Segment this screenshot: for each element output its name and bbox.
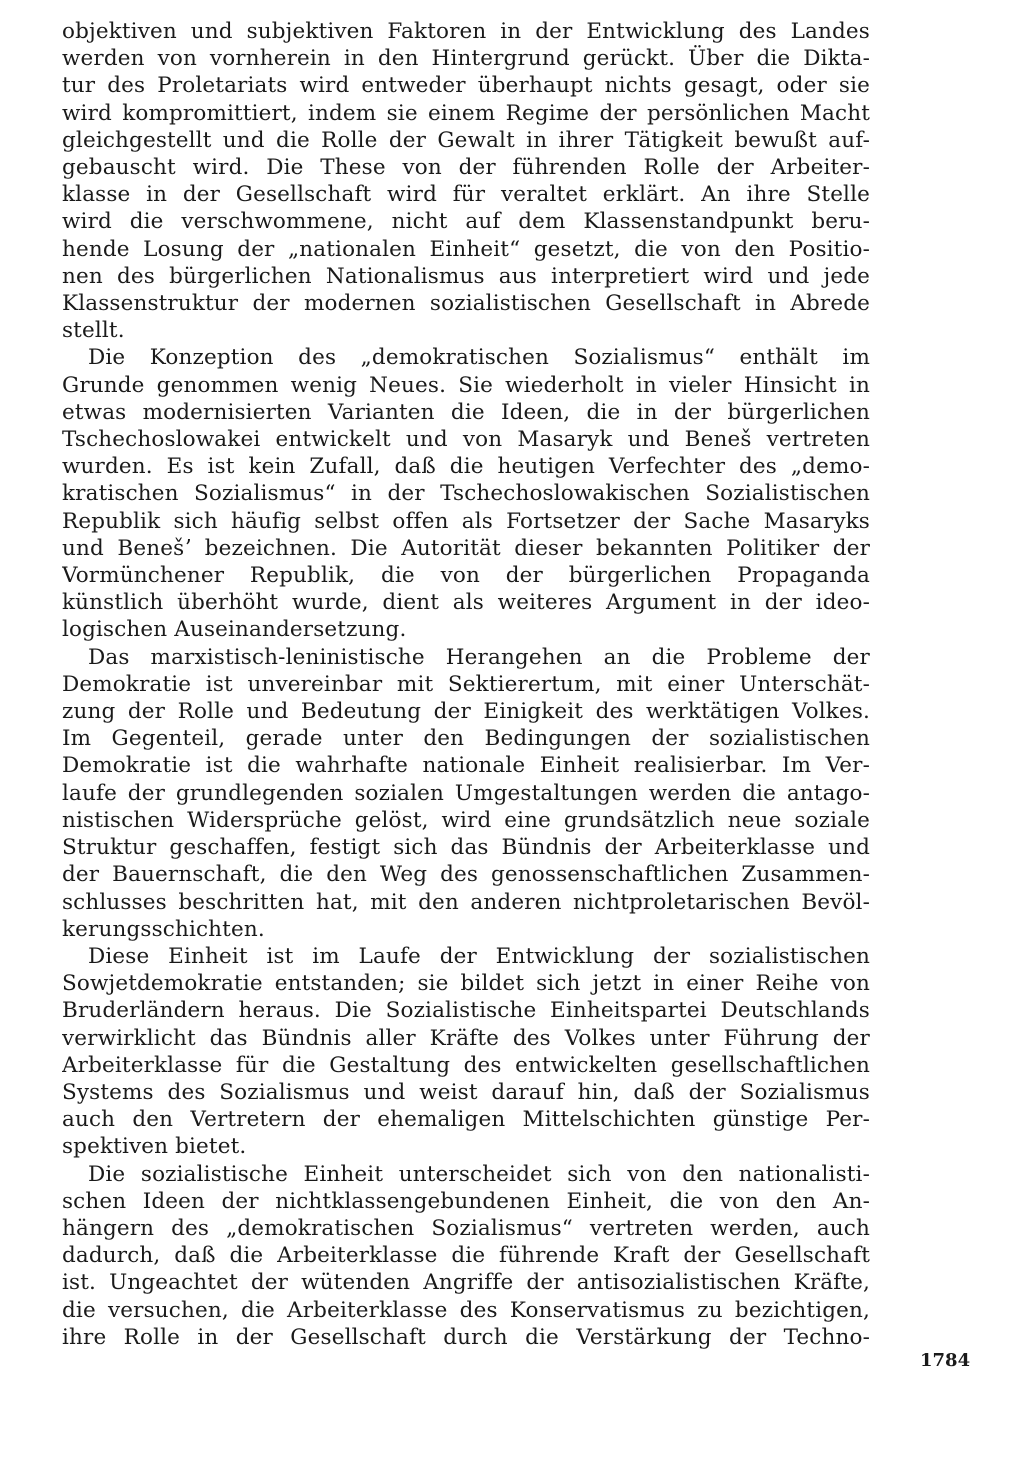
text-line: logischen Auseinandersetzung.: [62, 617, 407, 643]
text-line: wird kompromittiert, indem sie einem Regime der persönlichen Macht: [62, 100, 870, 126]
text-line: der Bauernschaft, die den Weg des genossenschaftlichen Zusammen-: [62, 862, 870, 888]
text-line: werden von vornherein in den Hintergrund gerückt. Über die Dikta-: [62, 46, 870, 72]
paragraph: [62, 344, 870, 643]
text-line: etwas modernisierten Varianten die Ideen, die in der bürgerlichen: [62, 399, 870, 425]
text-line: verwirklicht das Bündnis aller Kräfte des Volkes unter Führung der: [62, 1025, 870, 1051]
text-line: wird die verschwommene, nicht auf dem Klassenstandpunkt beru-: [62, 209, 870, 235]
text-line: Tschechoslowakei entwickelt und von Masaryk und Beneš vertreten: [62, 427, 870, 453]
text-line: Sowjetdemokratie entstanden; sie bildet sich jetzt in einer Reihe von: [62, 971, 870, 997]
text-line: ist. Ungeachtet der wütenden Angriffe der antisozialistischen Kräfte,: [62, 1270, 870, 1296]
paragraph: [62, 943, 870, 1161]
text-line: auch den Vertretern der ehemaligen Mittelschichten günstige Per-: [62, 1107, 870, 1133]
text-line: zung der Rolle und Bedeutung der Einigkeit des werktätigen Volkes.: [62, 699, 870, 725]
text-line: Demokratie ist die wahrhafte nationale Einheit realisierbar. Im Ver-: [62, 753, 870, 779]
text-line: spektiven bietet.: [62, 1134, 247, 1160]
text-line: Die sozialistische Einheit unterscheidet sich von den nationalisti-: [88, 1161, 870, 1187]
text-line: Demokratie ist unvereinbar mit Sektierertum, mit einer Unterschät-: [62, 671, 870, 697]
page-number: 1784: [920, 1350, 971, 1371]
text-line: Arbeiterklasse für die Gestaltung des entwickelten gesellschaftlichen: [62, 1052, 870, 1078]
text-line: tur des Proletariats wird entweder überhaupt nichts gesagt, oder sie: [62, 73, 870, 99]
paragraph: [62, 644, 870, 943]
text-line: Vormünchener Republik, die von der bürgerlichen Propaganda: [62, 563, 870, 589]
text-line: laufe der grundlegenden sozialen Umgestaltungen werden die antago-: [62, 780, 870, 806]
text-line: Klassenstruktur der modernen sozialistischen Gesellschaft in Abrede: [62, 291, 870, 317]
text-line: kratischen Sozialismus“ in der Tschechoslowakischen Sozialistischen: [62, 481, 870, 507]
text-line: hängern des „demokratischen Sozialismus“ vertreten werden, auch: [62, 1215, 870, 1241]
text-line: ihre Rolle in der Gesellschaft durch die Verstärkung der Techno-: [62, 1324, 870, 1350]
text-line: hende Losung der „nationalen Einheit“ gesetzt, die von den Positio-: [62, 236, 870, 262]
text-line: schlusses beschritten hat, mit den anderen nichtproletarischen Bevöl-: [62, 889, 870, 915]
text-line: Systems des Sozialismus und weist darauf hin, daß der Sozialismus: [62, 1079, 870, 1105]
text-line: Bruderländern heraus. Die Sozialistische Einheitspartei Deutschlands: [62, 998, 870, 1024]
text-line: Im Gegenteil, gerade unter den Bedingungen der sozialistischen: [62, 726, 870, 752]
text-line: wurden. Es ist kein Zufall, daß die heutigen Verfechter des „demo-: [62, 454, 870, 480]
text-line: kerungsschichten.: [62, 916, 265, 942]
paragraph: [62, 1161, 870, 1351]
text-line: nen des bürgerlichen Nationalismus aus interpretiert wird und jede: [62, 263, 870, 289]
text-line: dadurch, daß die Arbeiterklasse die führende Kraft der Gesellschaft: [62, 1243, 870, 1269]
text-line: künstlich überhöht wurde, dient als weiteres Argument in der ideo-: [62, 590, 870, 616]
text-line: nistischen Widersprüche gelöst, wird eine grundsätzlich neue soziale: [62, 807, 870, 833]
paragraph: [62, 18, 870, 344]
text-line: Republik sich häufig selbst offen als Fortsetzer der Sache Masaryks: [62, 508, 870, 534]
text-line: gebauscht wird. Die These von der führenden Rolle der Arbeiter-: [62, 155, 870, 181]
text-line: und Benešʼ bezeichnen. Die Autorität dieser bekannten Politiker der: [62, 535, 870, 561]
text-line: Grunde genommen wenig Neues. Sie wiederholt in vieler Hinsicht in: [62, 372, 870, 398]
text-line: stellt.: [62, 318, 125, 344]
document-page: [62, 18, 870, 1458]
text-line: objektiven und subjektiven Faktoren in der Entwicklung des Landes: [62, 19, 870, 44]
text-line: klasse in der Gesellschaft wird für veraltet erklärt. An ihre Stelle: [62, 182, 870, 208]
text-line: die versuchen, die Arbeiterklasse des Konservatismus zu bezichtigen,: [62, 1297, 870, 1323]
text-line: Struktur geschaffen, festigt sich das Bündnis der Arbeiterklasse und: [62, 835, 870, 861]
text-line: gleichgestellt und die Rolle der Gewalt in ihrer Tätigkeit bewußt auf-: [62, 127, 870, 153]
text-line: Das marxistisch-leninistische Herangehen an die Probleme der: [88, 644, 870, 670]
text-line: Diese Einheit ist im Laufe der Entwicklung der sozialistischen: [88, 943, 870, 969]
text-line: schen Ideen der nichtklassengebundenen Einheit, die von den An-: [62, 1188, 870, 1214]
text-line: Die Konzeption des „demokratischen Sozialismus“ enthält im: [88, 345, 870, 371]
